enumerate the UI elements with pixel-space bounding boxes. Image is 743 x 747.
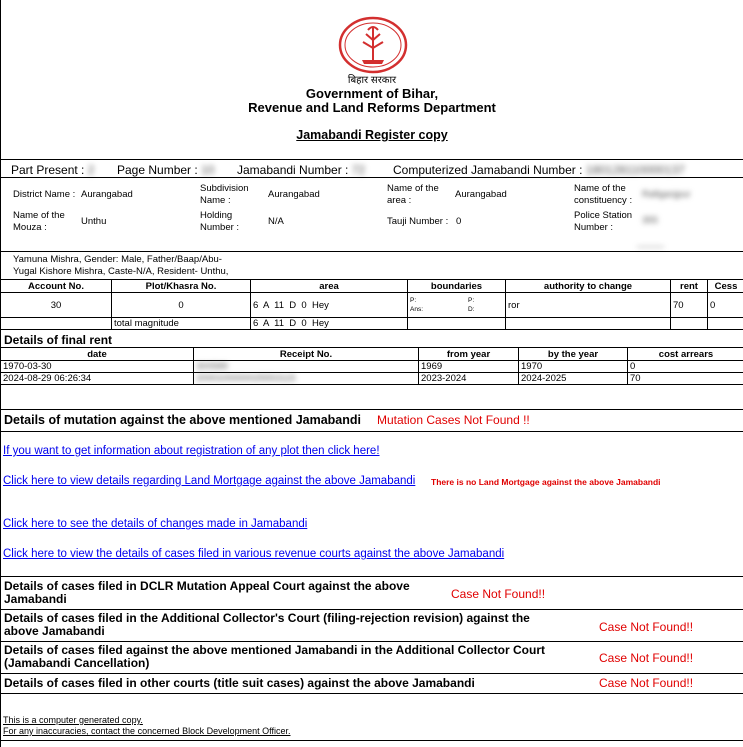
redacted-value: ——— [637,241,664,251]
case-status: Case Not Found!! [599,676,694,690]
land-row [1,293,743,318]
land-table [1,279,743,330]
holding-value: N/A [268,216,284,227]
owner-details [13,254,228,278]
header-rent: rent [671,280,708,293]
total-magnitude-label: total magnitude [112,318,251,330]
rent-value: 70 [671,293,708,318]
rent-arrears: 70 [628,373,743,385]
area-value: Aurangabad [455,189,507,200]
constituency-value: Rafiganjpur [642,189,691,200]
case-heading-line1: Details of cases filed in other courts (title suit cases) against the above Jamabandi [4,676,475,690]
computerized-jamabandi-label: Computerized Jamabandi Number : [393,163,583,177]
district-label: District Name : [13,189,76,200]
header-area: area [251,280,408,293]
rent-row [1,373,743,385]
rent-receipt: 2000100000025553115 [194,373,419,385]
footer-line-2: For any inaccuracies, contact the concerned Block Development Officer. [3,726,291,736]
case-heading-line2: Jamabandi [4,592,67,606]
jamabandi-changes-link[interactable]: Click here to see the details of changes made in Jamabandi [3,518,308,530]
mouza-value: Unthu [81,216,107,227]
boundaries-cell [408,293,506,318]
hindi-title: बिहार सरकार [347,75,397,86]
total-row [1,318,743,330]
cess-value: 0 [708,293,743,318]
computerized-jamabandi-value: 180128110000137 [585,163,685,177]
document-title: Jamabandi Register copy [296,128,448,142]
header-cost-arrears: cost arrears [628,348,743,361]
boundary-p: P: [410,297,417,304]
land-mortgage-link[interactable]: Click here to view details regarding Land Mortgage against the above Jamabandi [3,475,416,487]
police-station-value: 355 [642,215,658,226]
area-value-cell: 6 A 11 D 0 Hey [251,293,408,318]
jamabandi-number-label: Jamabandi Number : [237,163,349,177]
case-heading-line1: Details of cases filed in DCLR Mutation Appeal Court against the above [4,579,410,593]
case-heading-line1: Details of cases filed in the Additional Collector's Court (filing-rejection revision) against the [4,611,530,625]
holding-label: Holding Number : [200,210,240,233]
header-account: Account No. [28,280,84,292]
footer-note [3,715,290,737]
revenue-courts-link[interactable]: Click here to view the details of cases filed in various revenue courts against the above Jamabandi [3,548,505,560]
mutation-title: Details of mutation against the above mentioned Jamabandi [4,413,362,427]
case-section-additional-collector [4,612,530,638]
boundary-p2: P: [468,297,475,304]
rent-from-year: 2023-2024 [419,373,519,385]
plot-value: 0 [112,293,251,318]
case-status: Case Not Found!! [451,587,546,601]
rent-from-year: 1969 [419,361,519,373]
rent-arrears: 0 [628,361,743,373]
tauji-label: Tauji Number : [387,216,449,227]
footer-line-1: This is a computer generated copy. [3,715,143,725]
rent-date: 2024-08-29 06:26:34 [3,373,92,384]
header-date: date [87,348,107,360]
final-rent-table [1,347,743,385]
case-heading-line2: above Jamabandi [4,624,105,638]
case-section-other-courts [4,677,475,690]
top-info-row [11,163,94,177]
authority-value: ror [506,293,671,318]
rent-row [1,361,743,373]
rent-to-year: 2024-2025 [519,373,628,385]
boundary-d: D: [468,306,475,313]
case-status: Case Not Found!! [599,620,694,634]
constituency-label: Name of the constituency : [574,183,633,206]
rent-receipt: 300589 [194,361,419,373]
header-by-year: by the year [519,348,628,361]
tauji-value: 0 [456,216,462,227]
header-cess: Cess [708,280,743,293]
government-title: Government of Bihar, [305,86,439,101]
boundary-ans: Ans: [410,306,424,313]
header-from-year: from year [419,348,519,361]
part-value: 2 [87,163,95,177]
page-number-label: Page Number : [117,163,198,177]
header-boundaries: boundaries [408,280,506,293]
header-authority: authority to change [506,280,671,293]
rent-to-year: 1970 [519,361,628,373]
owner-line-2: Yugal Kishore Mishra, Caste-N/A, Resident- Unthu, [13,266,229,277]
part-label: Part Present : [11,163,85,177]
final-rent-title: Details of final rent [4,333,113,347]
case-heading-line1: Details of cases filed against the above mentioned Jamabandi in the Additional Collector Court [4,643,545,657]
account-value: 30 [50,299,62,311]
mutation-status: Mutation Cases Not Found !! [377,413,530,427]
department-title: Revenue and Land Reforms Department [248,100,496,115]
page-number-value: 10 [201,163,215,177]
bihar-emblem-icon [338,16,408,74]
mortgage-status: There is no Land Mortgage against the above Jamabandi [431,477,661,487]
case-status: Case Not Found!! [599,651,694,665]
subdivision-label: Subdivision Name : [200,183,249,206]
case-heading-line2: (Jamabandi Cancellation) [4,656,150,670]
district-value: Aurangabad [81,189,133,200]
mouza-label: Name of the Mouza : [13,210,65,233]
registration-link[interactable]: If you want to get information about registration of any plot then click here! [3,445,380,457]
police-station-label: Police Station Number : [574,210,633,233]
case-section-dclr [4,580,410,606]
owner-line-1: Yamuna Mishra, Gender: Male, Father/Baap/Abu- [13,254,222,265]
total-area-value: 6 A 11 D 0 Hey [251,318,408,330]
header-plot: Plot/Khasra No. [112,280,251,293]
area-label: Name of the area : [387,183,439,206]
case-section-cancellation [4,644,545,670]
jamabandi-number-value: 72 [351,163,366,177]
header-receipt: Receipt No. [194,348,419,361]
subdivision-value: Aurangabad [268,189,320,200]
rent-date: 1970-03-30 [3,361,52,372]
